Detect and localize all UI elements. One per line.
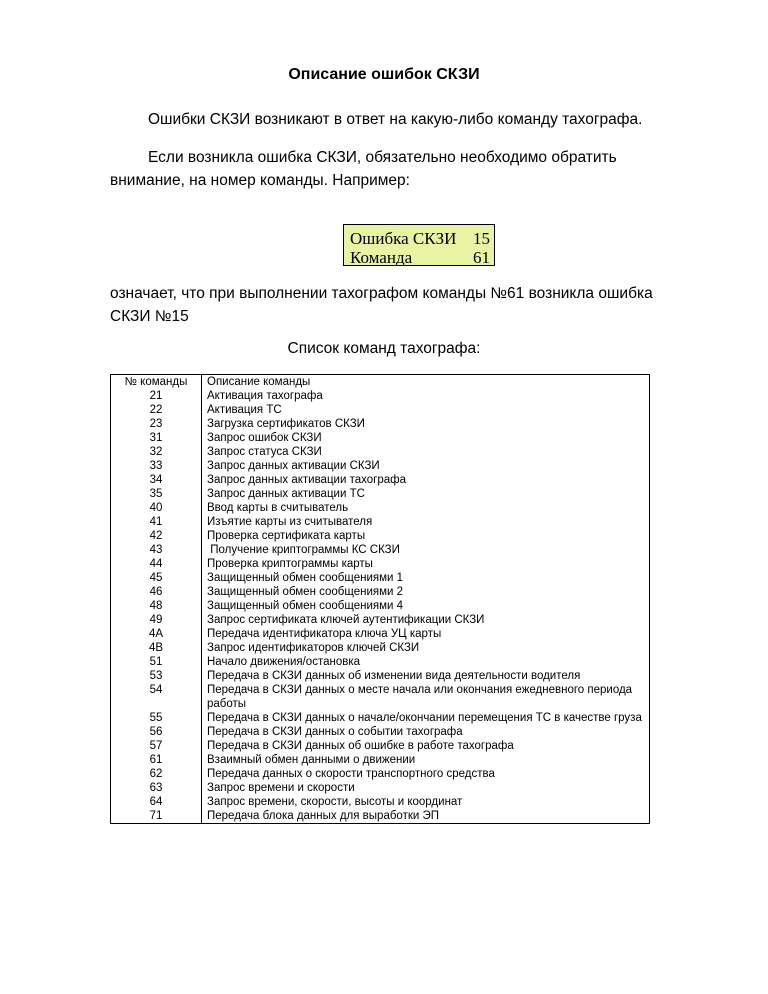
table-row [111, 389, 650, 403]
command-number: 44 [111, 557, 202, 571]
command-description: Запрос данных активации тахографа [207, 474, 406, 486]
instruction-paragraph: Если возникла ошибка СКЗИ, обязательно необходимо обратить внимание, на номер команды. Например: [110, 149, 617, 189]
header-command-number: № команды [111, 375, 202, 390]
command-number: 22 [111, 403, 202, 417]
command-value: 61 [473, 248, 490, 267]
error-label: Ошибка СКЗИ [350, 229, 457, 248]
command-number: 55 [111, 711, 202, 725]
command-description: Передача в СКЗИ данных о месте начала или окончания ежедневного периода работы [207, 684, 636, 710]
table-row [111, 403, 650, 417]
command-number: 42 [111, 529, 202, 543]
command-number: 57 [111, 739, 202, 753]
table-row [111, 585, 650, 599]
command-description: Взаимный обмен данными о движении [207, 754, 416, 766]
command-number: 64 [111, 795, 202, 809]
command-description: Передача в СКЗИ данных о начале/окончании перемещения ТС в качестве груза [207, 712, 642, 724]
table-row [111, 613, 650, 627]
command-description: Передача в СКЗИ данных о событии тахографа [207, 726, 463, 738]
table-row [111, 683, 650, 711]
table-row [111, 459, 650, 473]
command-number: 48 [111, 599, 202, 613]
command-description: Защищенный обмен сообщениями 2 [207, 586, 404, 598]
header-command-description: Описание команды [207, 376, 311, 388]
command-description: Передача в СКЗИ данных об изменении вида деятельности водителя [207, 670, 581, 682]
command-number: 34 [111, 473, 202, 487]
table-row [111, 767, 650, 781]
explanation-paragraph: означает, что при выполнении тахографом команды №61 возникла ошибка СКЗИ №15 [110, 285, 653, 325]
command-description: Запрос идентификаторов ключей СКЗИ [207, 642, 420, 654]
table-row [111, 557, 650, 571]
error-example-box [343, 224, 495, 266]
command-description: Запрос ошибок СКЗИ [207, 432, 322, 444]
command-number: 51 [111, 655, 202, 669]
command-number: 33 [111, 459, 202, 473]
command-description: Передача в СКЗИ данных об ошибке в работе тахографа [207, 740, 514, 752]
command-number: 46 [111, 585, 202, 599]
document-title: Описание ошибок СКЗИ [288, 66, 480, 83]
table-row [111, 599, 650, 613]
table-header-row [111, 375, 650, 390]
command-number: 43 [111, 543, 202, 557]
command-number: 40 [111, 501, 202, 515]
command-description: Передача блока данных для выработки ЭП [207, 810, 440, 822]
table-row [111, 655, 650, 669]
command-number: 71 [111, 809, 202, 824]
command-row [350, 248, 494, 267]
command-description: Получение криптограммы КС СКЗИ [207, 544, 400, 556]
command-number: 21 [111, 389, 202, 403]
table-row [111, 795, 650, 809]
table-row [111, 753, 650, 767]
command-description: Активация ТС [207, 404, 282, 416]
table-row [111, 627, 650, 641]
command-description: Запрос статуса СКЗИ [207, 446, 322, 458]
command-number: 4B [111, 641, 202, 655]
table-row [111, 417, 650, 431]
command-number: 31 [111, 431, 202, 445]
command-number: 41 [111, 515, 202, 529]
command-number: 62 [111, 767, 202, 781]
command-description: Начало движения/остановка [207, 656, 361, 668]
command-description: Проверка криптограммы карты [207, 558, 373, 570]
table-row [111, 487, 650, 501]
command-description: Передача данных о скорости транспортного средства [207, 768, 495, 780]
table-row [111, 781, 650, 795]
table-row [111, 515, 650, 529]
table-row [111, 641, 650, 655]
command-description: Запрос данных активации ТС [207, 488, 365, 500]
error-value: 15 [473, 229, 490, 248]
commands-table [110, 374, 650, 824]
table-row [111, 529, 650, 543]
command-number: 54 [111, 683, 202, 711]
intro-paragraph: Ошибки СКЗИ возникают в ответ на какую-либо команду тахографа. [148, 111, 643, 128]
table-row [111, 501, 650, 515]
command-number: 4A [111, 627, 202, 641]
command-description: Запрос данных активации СКЗИ [207, 460, 380, 472]
table-row [111, 725, 650, 739]
command-description: Активация тахографа [207, 390, 323, 402]
error-row [350, 229, 494, 248]
command-description: Запрос сертификата ключей аутентификации СКЗИ [207, 614, 485, 626]
command-number: 32 [111, 445, 202, 459]
command-description: Проверка сертификата карты [207, 530, 366, 542]
command-description: Защищенный обмен сообщениями 1 [207, 572, 404, 584]
command-number: 61 [111, 753, 202, 767]
table-row [111, 711, 650, 725]
table-row [111, 431, 650, 445]
command-description: Передача идентификатора ключа УЦ карты [207, 628, 442, 640]
command-number: 35 [111, 487, 202, 501]
table-row [111, 669, 650, 683]
table-row [111, 571, 650, 585]
list-title: Список команд тахографа: [287, 340, 481, 357]
command-number: 63 [111, 781, 202, 795]
table-row [111, 809, 650, 824]
command-description: Загрузка сертификатов СКЗИ [207, 418, 365, 430]
table-row [111, 473, 650, 487]
command-number: 49 [111, 613, 202, 627]
command-number: 45 [111, 571, 202, 585]
command-number: 56 [111, 725, 202, 739]
table-row [111, 445, 650, 459]
command-description: Изъятие карты из считывателя [207, 516, 373, 528]
command-number: 53 [111, 669, 202, 683]
command-description: Запрос времени и скорости [207, 782, 355, 794]
table-row [111, 543, 650, 557]
table-row [111, 739, 650, 753]
command-label: Команда [350, 248, 413, 267]
command-description: Защищенный обмен сообщениями 4 [207, 600, 404, 612]
command-description: Ввод карты в считыватель [207, 502, 349, 514]
command-description: Запрос времени, скорости, высоты и координат [207, 796, 463, 808]
command-number: 23 [111, 417, 202, 431]
